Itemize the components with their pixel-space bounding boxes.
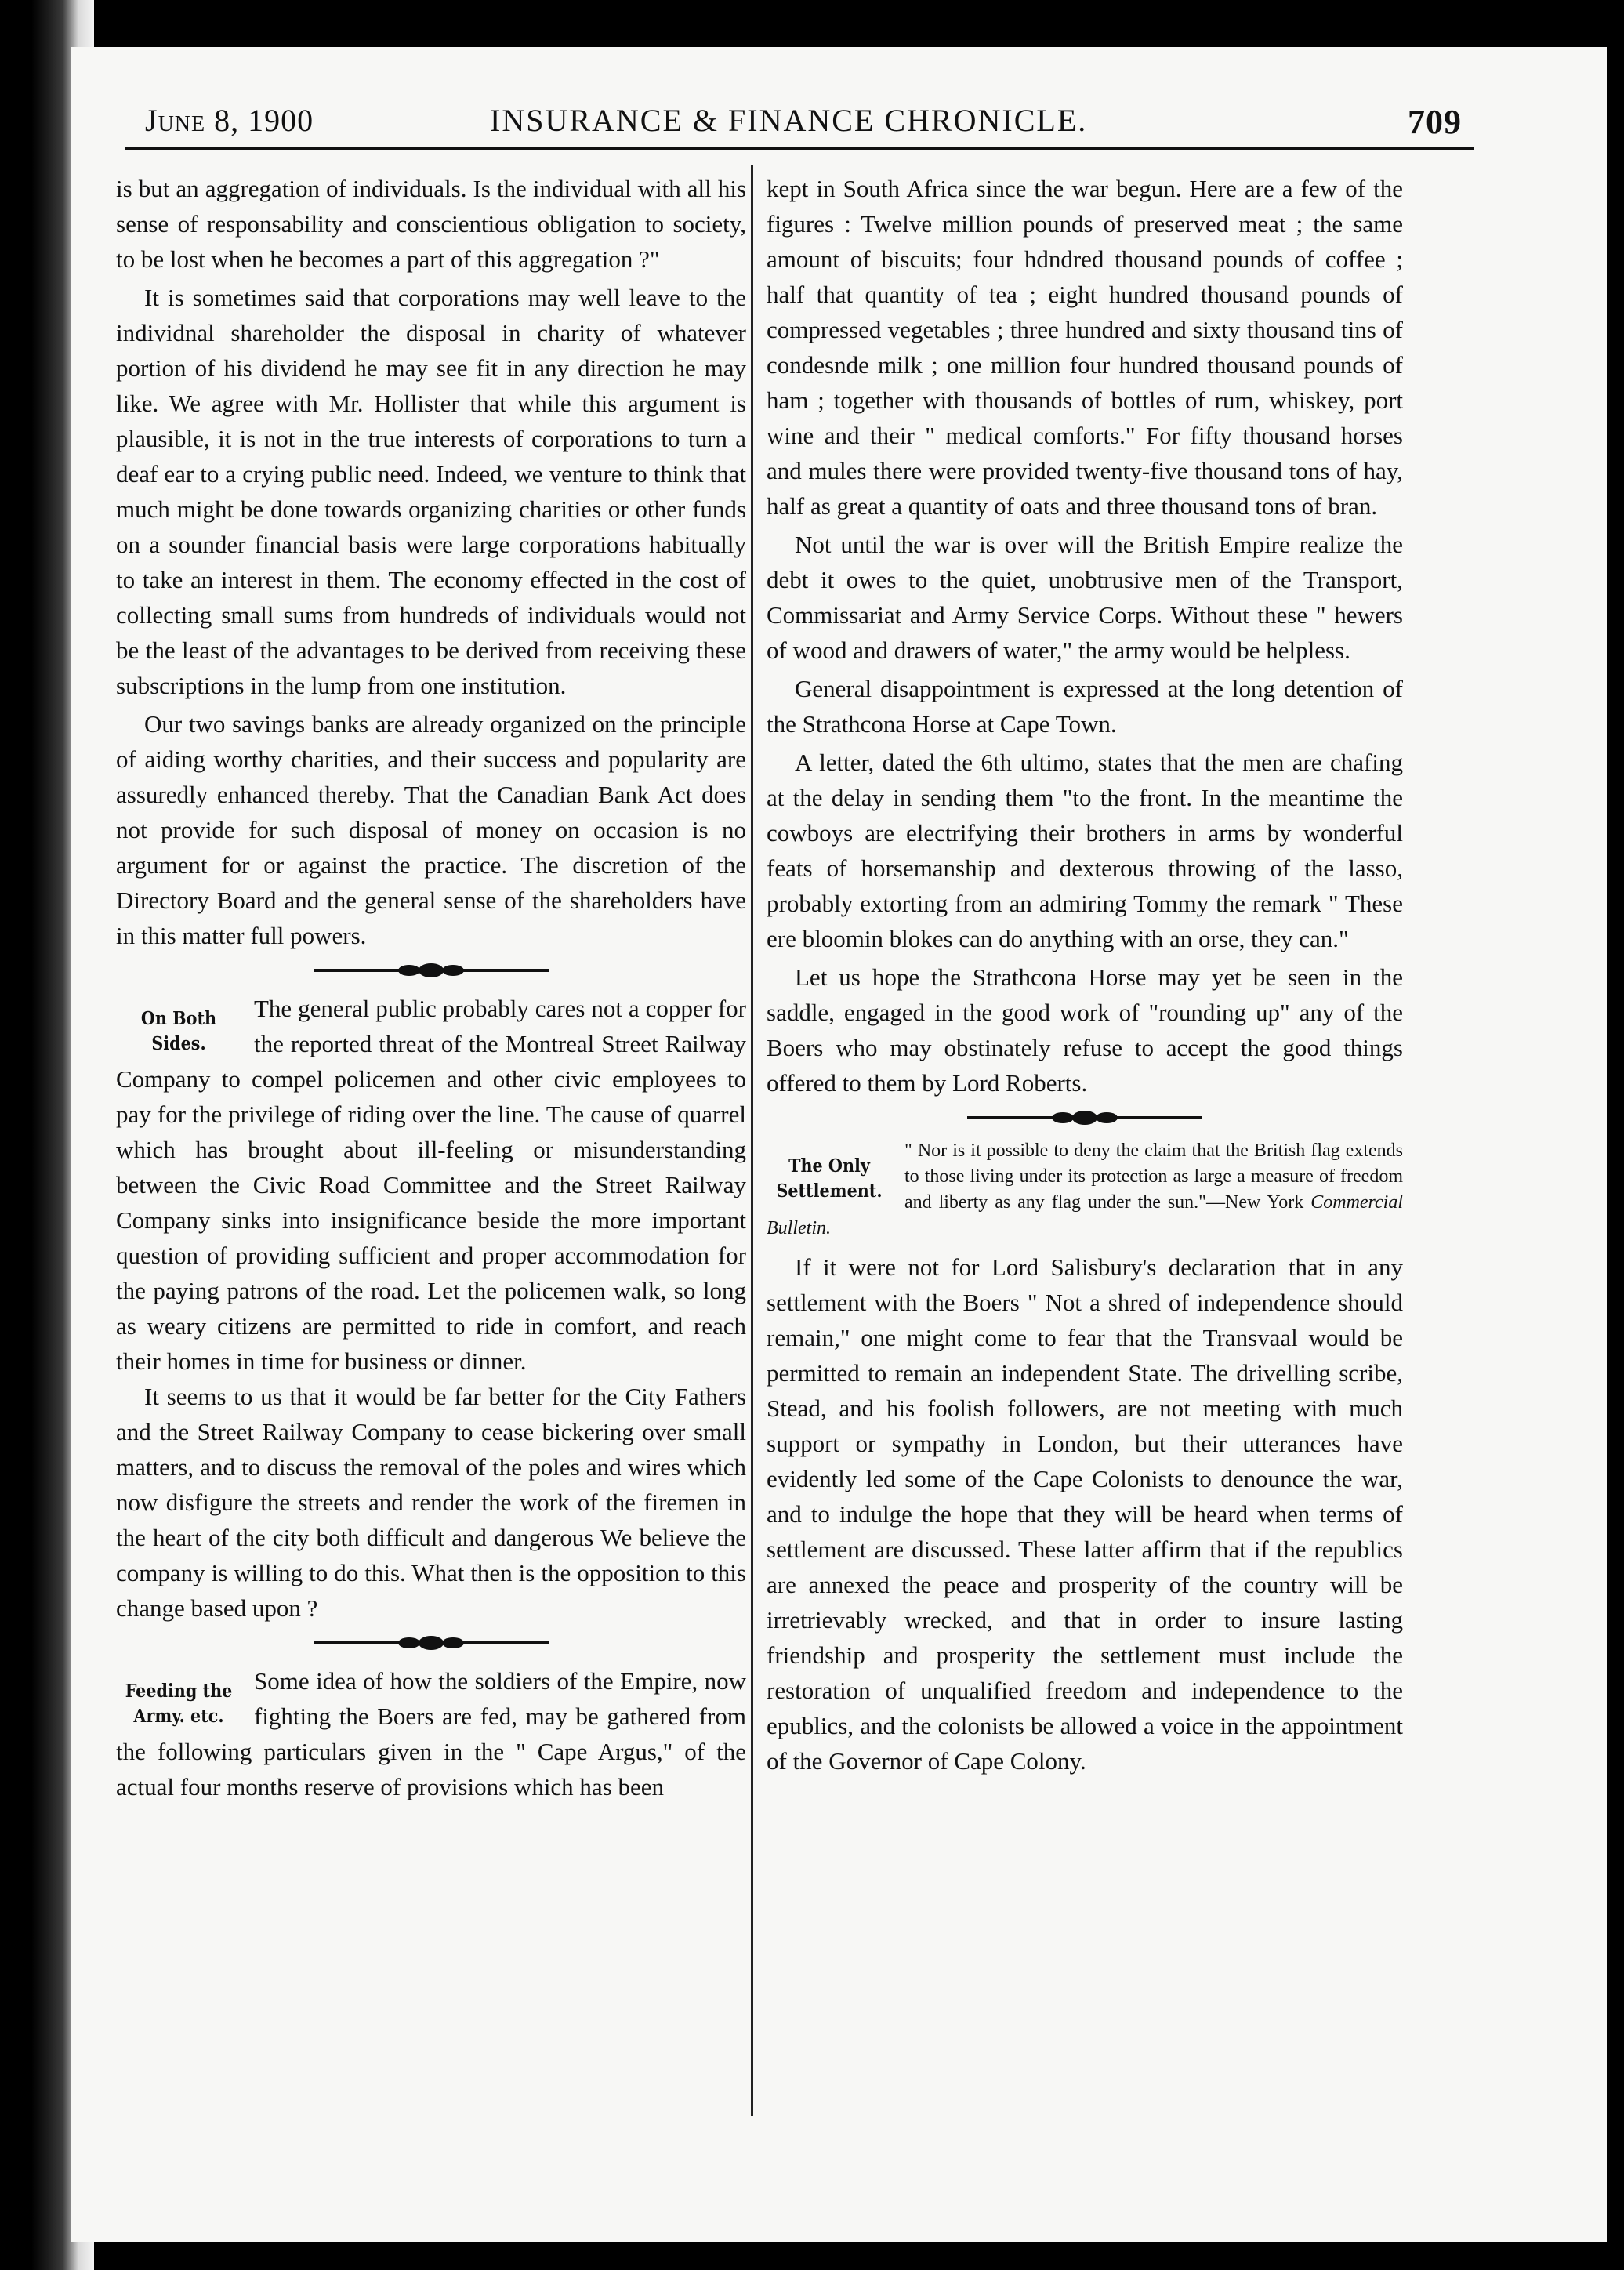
page-number: 709 [1408, 103, 1462, 141]
paragraph: If it were not for Lord Salisbury's declaration that in any settlement with the Boers " Not a shred of independence should remain," one might come to fear that the Transvaal would be permitted to remain an independent State. The drivelling scribe, Stead, and his foolish followers, are not meeting with much support or sympathy in London, but their utterances have evidently led some of the Cape Colonists to denounce the war, and to indulge the hope that they will be heard when terms of settlement are discussed. These latter affirm that if the republics are annexed the peace and prosperity of the country will be irretrievably wrecked, and that in order to insure lasting friendship and prosperity the settlement must include the restoration of unqualified freedom and independence to the epublics, and the colonists be allowed a voice in the appointment of the Governor of Cape Colony. [767, 1253, 1403, 1775]
section-ornament [314, 961, 549, 980]
paragraph: Let us hope the Strathcona Horse may yet be seen in the saddle, engaged in the good work of "rounding up" any of the Boers who may obstinately refuse to accept the good things offered to them by Lord Roberts. [767, 963, 1403, 1097]
paragraph: Not until the war is over will the British Empire realize the debt it owes to the quiet, unobtrusive men of the Transport, Commissariat and Army Service Corps. Without these " hewers of wood and drawers of water," the army would be helpless. [767, 531, 1403, 664]
left-column [116, 171, 746, 1804]
paragraph: General disappointment is expressed at the long detention of the Strathcona Horse at Cape Town. [767, 675, 1403, 738]
paragraph: kept in South Africa since the war begun. Here are a few of the figures : Twelve million pounds of preserved meat ; the same amount of biscuits; four hdndred thousand pounds of coffee ; half that quantity of tea ; eight hundred thousand pounds of compressed vegetables ; three hundred and sixty thousand tins of condesnde milk ; one million four hundred thousand pounds of ham ; together with thousands of bottles of rum, whiskey, port wine and their " medical comforts." For fifty thousand horses and mules there were provided twenty-five thousand tons of hay, half as great a quantity of oats and three thousand tons of bran. [767, 175, 1403, 520]
sidehead-feeding-the-army: Feeding the Army. etc. [125, 1681, 233, 1727]
running-head [145, 102, 1462, 149]
column-divider [751, 165, 753, 2116]
section-ornament [314, 1634, 549, 1652]
epigraph-citation: Commercial Bulletin. [767, 1192, 1403, 1238]
paragraph: The general public probably cares not a copper for the reported threat of the Montreal Street Railway Company to compel policemen and other civic employees to pay for the privilege of riding over the line. The cause of quarrel which has brought about ill-feeling or misunderstanding between the Civic Road Committee and the Street Railway Company sinks into insignificance beside the more important question of providing sufficient and proper accommodation for the paying patrons of the road. Let the policemen walk, so long as weary citizens are permitted to ride in comfort, and reach their homes in time for business or dinner. [116, 995, 746, 1375]
right-column [767, 171, 1403, 1779]
sidehead-the-only-settlement: The Only Settlement. [776, 1155, 883, 1202]
sidehead-on-both-sides: On Both Sides. [140, 1008, 217, 1054]
paragraph: Some idea of how the soldiers of the Empire, now fighting the Boers are fed, may be gathered from the following particulars given in the " Cape Argus," of the actual four months reserve of provisions which has been [116, 1667, 746, 1800]
section-feeding-the-army [116, 1663, 746, 1804]
section-on-both-sides [116, 991, 746, 1379]
section-the-only-settlement [767, 1138, 1403, 1242]
paragraph: It is sometimes said that corporations may well leave to the individnal shareholder the disposal in charity of whatever portion of his dividend he may see fit in any direction he may like. We agree with Mr. Hollister that while this argument is plausible, it is not in the true interests of corporations to turn a deaf ear to a crying public need. Indeed, we venture to think that much might be done towards organizing charities or other funds on a sounder financial basis were large corporations habitually to take an interest in them. The economy effected in the cost of collecting small sums from hundreds of individuals would not be the least of the advantages to be derived from receiving these subscriptions in the lump from one institution. [116, 284, 746, 699]
journal-title: INSURANCE & FINANCE CHRONICLE. [490, 103, 1088, 138]
paragraph: A letter, dated the 6th ultimo, states that the men are chafing at the delay in sending them "to the front. In the meantime the cowboys are electrifying their brothers in arms by wonderful feats of horsemanship and dexterous throwing of the lasso, probably extorting from an admiring Tommy the remark " These ere bloomin blokes can do anything with an orse, they can." [767, 749, 1403, 952]
paragraph: It seems to us that it would be far better for the City Fathers and the Street Railway Company to cease bickering over small matters, and to discuss the removal of the poles and wires which now disfigure the streets and render the work of the firemen in the heart of the city both difficult and dangerous We believe the company is willing to do this. What then is the opposition to this change based upon ? [116, 1383, 746, 1622]
paragraph: is but an aggregation of individuals. Is the individual with all his sense of responsability and conscientious obligation to society, to be lost when he becomes a part of this aggregation ?" [116, 175, 746, 273]
issue-date: June 8, 1900 [145, 103, 314, 138]
header-rule [125, 147, 1474, 150]
paragraph: Our two savings banks are already organized on the principle of aiding worthy charities, and their success and popularity are assuredly enhanced thereby. That the Canadian Bank Act does not provide for such disposal of money on occasion is no argument for or against the practice. The discretion of the Directory Board and the general sense of the shareholders have in this matter full powers. [116, 710, 746, 949]
epigraph-text: " Nor is it possible to deny the claim that the British flag extends to those living under its protection as large a measure of freedom and liberty as any flag under the sun."—New York [904, 1140, 1403, 1213]
section-ornament [967, 1108, 1202, 1127]
